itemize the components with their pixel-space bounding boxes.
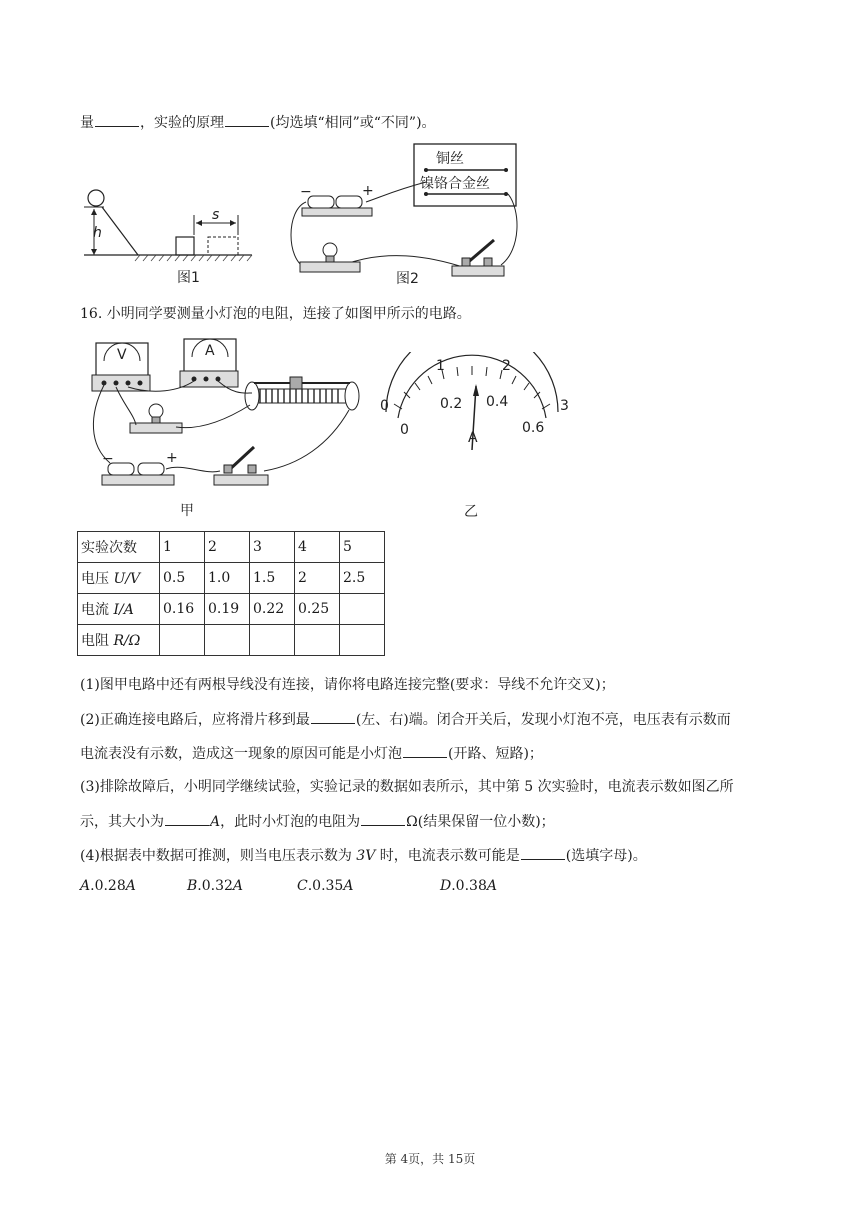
height-label: h [93,225,102,241]
question-16: 16. 小明同学要测量小灯泡的电阻，连接了如图甲所示的电路。 [80,306,471,322]
table-cell: 电压 U/V [78,563,160,594]
block-icon [176,237,194,255]
intro-text-2: ，实验的原理 [140,115,224,131]
answer-blank[interactable] [403,743,447,758]
answer-blank[interactable] [361,811,405,826]
table-cell[interactable] [160,625,205,656]
table-cell: 0.16 [160,594,205,625]
option-b[interactable]: B.0.32A [187,878,244,894]
table-row [78,625,385,656]
table-cell[interactable] [340,594,385,625]
table-row [78,563,385,594]
battery-icon [138,463,164,475]
sub-question-2b: 电流表没有示数，造成这一现象的原因可能是小灯泡 (开路、短路)； [80,743,543,764]
scale-top-0: 0 [380,398,389,414]
figure-jia-label: 甲 [180,503,194,519]
table-cell[interactable] [340,625,385,656]
figure-1 [80,185,255,287]
bulb-icon [149,404,163,418]
figure-jia [84,335,364,520]
option-a[interactable]: A.0.28A [80,878,136,894]
intro-text-3: (均选填“相同”或“不同”)。 [270,115,436,131]
table-cell[interactable] [295,625,340,656]
svg-text:V: V [117,347,127,363]
table-cell: 0.19 [205,594,250,625]
table-cell: 电流 I/A [78,594,160,625]
table-cell: 1.0 [205,563,250,594]
answer-blank[interactable] [225,112,269,127]
nichrome-wire-label: 镍铬合金丝 [420,176,490,192]
svg-text:A: A [205,343,215,359]
table-cell: 实验次数 [78,532,160,563]
sub-question-3a: (3)排除故障后，小明同学继续试验，实验记录的数据如表所示，其中第 5 次实验时，电流表示数如图乙所 [80,779,734,795]
svg-text:+: + [166,450,178,466]
table-cell: 3 [250,532,295,563]
switch-base [214,475,268,485]
scale-bottom-0: 0 [400,422,409,438]
table-cell: 1.5 [250,563,295,594]
scale-bottom-3: 0.6 [522,420,545,436]
figure-yi [372,352,582,522]
table-cell: 0.25 [295,594,340,625]
table-cell: 2 [295,563,340,594]
intro-line [80,112,436,133]
table-cell: 电阻 R/Ω [78,625,160,656]
scale-top-3: 3 [560,398,569,414]
battery-icon [336,196,362,208]
page-footer: 第 4页，共 15页 [384,1152,476,1166]
answer-blank[interactable] [165,811,209,826]
table-cell[interactable] [205,625,250,656]
svg-text:−: − [300,184,312,200]
bulb-base [300,262,360,272]
sub-question-1: (1)图甲电路中还有两根导线没有连接，请你将电路连接完整(要求：导线不允许交叉)； [80,677,615,693]
table-cell: 5 [340,532,385,563]
scale-top-2: 2 [502,358,511,374]
resistance-board [414,144,516,206]
bulb-base [130,423,182,433]
scale-top-1: 1 [436,358,445,374]
sub-question-4: (4)根据表中数据可推测，则当电压表示数为 3V 时，电流表示数可能是 (选填字母)。 [80,845,647,866]
svg-text:−: − [102,451,114,467]
data-table [77,531,385,656]
answer-blank[interactable] [95,112,139,127]
figure-2 [276,140,526,288]
table-cell[interactable] [250,625,295,656]
distance-label: s [212,207,220,223]
table-cell: 0.22 [250,594,295,625]
table-cell: 2 [205,532,250,563]
ball-icon [88,190,104,206]
switch-base [452,266,504,276]
battery-icon [308,196,334,208]
figure-yi-label: 乙 [464,504,478,520]
svg-text:+: + [362,183,374,199]
table-row [78,532,385,563]
option-c[interactable]: C.0.35A [297,878,354,894]
table-cell: 4 [295,532,340,563]
answer-blank[interactable] [521,845,565,860]
table-cell: 0.5 [160,563,205,594]
intro-text-1: 量 [80,115,94,131]
scale-bottom-2: 0.4 [486,394,509,410]
scale-unit: A [468,430,478,446]
figure-2-label: 图2 [396,271,419,287]
figure-1-label: 图1 [177,270,200,286]
table-cell: 2.5 [340,563,385,594]
scale-bottom-1: 0.2 [440,396,463,412]
copper-wire-label: 铜丝 [436,151,464,167]
option-d[interactable]: D.0.38A [440,878,497,894]
table-row [78,594,385,625]
bulb-icon [323,243,337,257]
answer-blank[interactable] [311,709,355,724]
sub-question-2a: (2)正确连接电路后，应将滑片移到最 (左、右)端。闭合开关后，发现小灯泡不亮，电压表有示数而 [80,709,731,730]
sub-question-3b: 示，其大小为 A，此时小灯泡的电阻为 Ω(结果保留一位小数)； [80,811,555,832]
table-cell: 1 [160,532,205,563]
